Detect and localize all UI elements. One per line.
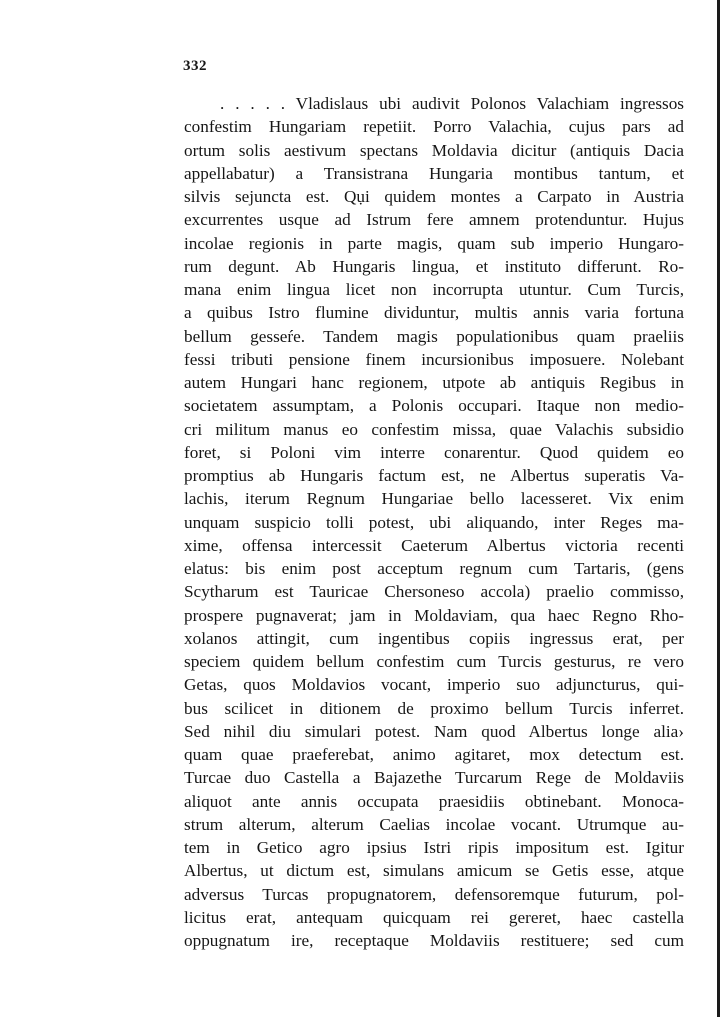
text-line: licitus erat, antequam quicquam rei gereret, haec castella [184,907,684,927]
text-line: bus scilicet in ditionem de proximo bellum Turcis inferret. [184,698,684,718]
text-line: elatus: bis enim post acceptum regnum cum Tartaris, (gens [184,559,684,578]
text-line: adversus Turcas propugnatorem, defensoremque futurum, pol- [184,884,684,904]
text-line: confestim Hungariam repetiit. Porro Valachia, cujus pars ad [184,117,684,137]
text-line: xime, offensa intercessit Caeterum Albertus victoria recenti [184,535,684,555]
text-line: Albertus, ut dictum est, simulans amicum se Getis esse, atque [184,861,684,881]
text-line: a quibus Istro flumine dividuntur, multis annis varia fortuna [184,303,684,323]
text-line: tem in Getico agro ipsius Istri ripis impositum est. Igitur [184,838,684,857]
text-line: promptius ab Hungaris factum est, ne Albertus superatis Va- [184,466,684,485]
text-line: Sed nihil diu simulari potest. Nam quod Albertus longe alia› [184,721,684,741]
page-number: 332 [183,58,207,74]
text-line: lachis, iterum Regnum Hungariae bello lacesseret. Vix enim [184,489,684,509]
body-text [184,92,684,952]
text-line: autem Hungari hanc regionem, utpote ab antiquis Regibus in [184,373,684,392]
text-line: fessi tributi pensione finem incursionibus imposuere. Nolebant [184,349,684,369]
text-line: prospere pugnaverat; jam in Moldaviam, qua haec Regno Rho- [184,605,684,625]
text-line: ortum solis aestivum spectans Moldavia dicitur (antiquis Dacia [184,140,684,160]
text-line: xolanos attingit, cum ingentibus copiis ingressus erat, per [184,628,684,648]
text-line: incolae regionis in parte magis, quam sub imperio Hungaro- [184,233,684,253]
text-line: aliquot ante annis occupata praesidiis obtinebant. Monoca- [184,791,684,811]
text-line: foret, si Poloni vim interre conarentur. Quod quidem eo [184,442,684,462]
text-line: . . . . . Vladislaus ubi audivit Polonos Valachiam ingressos [220,94,684,113]
text-line: silvis sejuncta est. Qụi quidem montes a Carpato in Austria [184,187,684,206]
text-line: speciem quidem bellum confestim cum Turcis gesturus, re vero [184,652,684,671]
text-line: unquam suspicio tolli potest, ubi aliquando, inter Reges ma- [184,512,684,532]
text-line: oppugnatum ire, receptaque Moldaviis restituere; sed cum [184,931,684,950]
text-line: Getas, quos Moldavios vocant, imperio suo adjuncturus, qui- [184,675,684,695]
text-line: societatem assumptam, a Polonis occupari. Itaque non medio- [184,396,684,416]
text-line: strum alterum, alterum Caelias incolae vocant. Utrumque au- [184,814,684,834]
text-line: rum degunt. Ab Hungaris lingua, et instituto differunt. Ro- [184,256,684,276]
text-line: mana enim lingua licet non incorrupta utuntur. Cum Turcis, [184,280,684,299]
text-line: cri militum manus eo confestim missa, quae Valachis subsidio [184,419,684,439]
text-line: appellabatur) a Transistrana Hungaria montibus tantum, et [184,163,684,183]
text-line: Turcae duo Castella a Bajazethe Turcarum Rege de Moldaviis [184,768,684,788]
text-line: Scytharum est Tauricae Chersoneso accola) praelio commisso, [184,582,684,602]
text-line: excurrentes usque ad Istrum fere amnem protenduntur. Hujus [184,210,684,230]
text-line: bellum gesseŕe. Tandem magis populationibus quam praeliis [184,326,684,346]
text-line: quam quae praeferebat, animo agitaret, mox detectum est. [184,745,684,764]
